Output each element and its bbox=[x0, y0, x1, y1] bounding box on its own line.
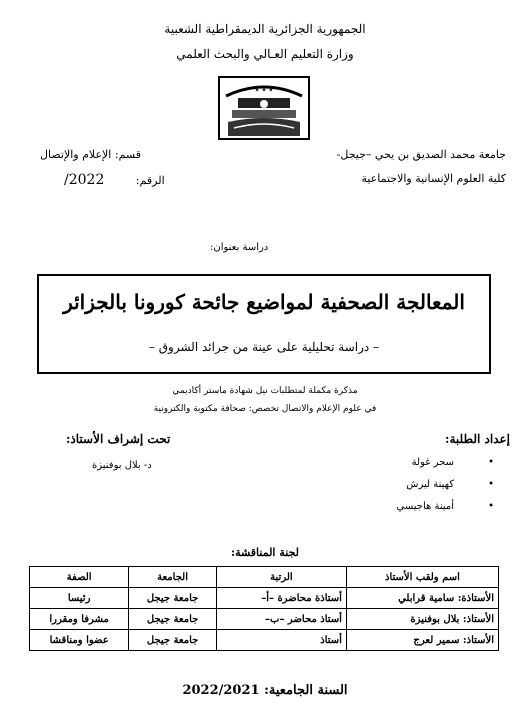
table-cell: الأستاذة: سامية قرابلي bbox=[346, 588, 498, 609]
university-name: جامعة محمد الصديق بن يحي –جيجل- bbox=[336, 148, 506, 161]
column-header: الرتبة bbox=[216, 567, 346, 588]
svg-text:✦ ✦ ✦: ✦ ✦ ✦ bbox=[254, 87, 274, 94]
table-cell: أستاذة محاضرة –أ– bbox=[216, 588, 346, 609]
list-item bbox=[397, 474, 495, 496]
committee-table bbox=[29, 566, 499, 651]
student-name: سحر غولة bbox=[411, 457, 454, 468]
table-row bbox=[30, 609, 499, 630]
list-item bbox=[397, 452, 495, 474]
committee-label: لجنة المناقشة: bbox=[231, 546, 299, 559]
table-cell: مشرفا ومقررا bbox=[30, 609, 129, 630]
faculty-name: كلية العلوم الإنسانية والاجتماعية bbox=[361, 172, 506, 185]
table-cell: عضوا ومناقشا bbox=[30, 630, 129, 651]
ministry-heading: وزارة التعليم العـالي والبحث العلمي bbox=[176, 47, 354, 61]
column-header: الصفة bbox=[30, 567, 129, 588]
reference-number: 2022/ bbox=[64, 172, 105, 188]
table-row bbox=[30, 588, 499, 609]
table-cell: الأستاذ: بلال بوفنيزة bbox=[346, 609, 498, 630]
memo-line-1: مذكرة مكملة لمتطلبات نيل شهادة ماستر أكاديمي bbox=[172, 386, 358, 396]
column-header: الجامعة bbox=[129, 567, 217, 588]
title-frame bbox=[37, 274, 491, 374]
student-name: أمينة هاجيسي bbox=[396, 501, 454, 512]
table-header-row bbox=[30, 567, 499, 588]
supervisor-label: تحت إشراف الأستاذ: bbox=[66, 432, 171, 446]
academic-year: السنة الجامعية: 2022/2021 bbox=[182, 683, 348, 698]
students-label: إعداد الطلبة: bbox=[445, 432, 510, 446]
table-cell: جامعة جيجل bbox=[129, 609, 217, 630]
reference-label: الرقم: bbox=[135, 174, 165, 187]
list-item bbox=[397, 496, 495, 518]
study-label: دراسة بعنوان: bbox=[210, 242, 269, 253]
department-line bbox=[40, 148, 141, 161]
table-cell: أستاذ محاضر –ب– bbox=[216, 609, 346, 630]
student-name: كهينة ليرش bbox=[406, 479, 454, 490]
thesis-title: المعالجة الصحفية لمواضيع جائحة كورونا بالجزائر bbox=[63, 290, 465, 314]
thesis-subtitle: – دراسة تحليلية على عينة من جرائد الشروق – bbox=[148, 340, 380, 354]
table-cell: الأستاذ: سمير لعرج bbox=[346, 630, 498, 651]
column-header: اسم ولقب الأستاذ bbox=[346, 567, 498, 588]
bullet-icon: • bbox=[488, 501, 494, 512]
department-label: قسم: bbox=[114, 148, 141, 161]
supervisor-name: د- بلال بوفنيزة bbox=[92, 460, 152, 471]
republic-heading: الجمهورية الجزائرية الديمقراطية الشعبية bbox=[164, 22, 366, 36]
bullet-icon: • bbox=[488, 479, 494, 490]
table-row bbox=[30, 630, 499, 651]
department-value: الإعلام والإتصال bbox=[40, 148, 112, 161]
students-list bbox=[397, 452, 495, 518]
table-cell: جامعة جيجل bbox=[129, 588, 217, 609]
reference-line bbox=[64, 172, 165, 188]
university-emblem-icon bbox=[218, 76, 310, 140]
table-cell: أستاذ bbox=[216, 630, 346, 651]
table-cell: رئيسا bbox=[30, 588, 129, 609]
bullet-icon: • bbox=[488, 457, 494, 468]
memo-line-2: في علوم الإعلام والاتصال تخصص: صحافة مكتوبة والكترونية bbox=[153, 404, 377, 414]
table-cell: جامعة جيجل bbox=[129, 630, 217, 651]
